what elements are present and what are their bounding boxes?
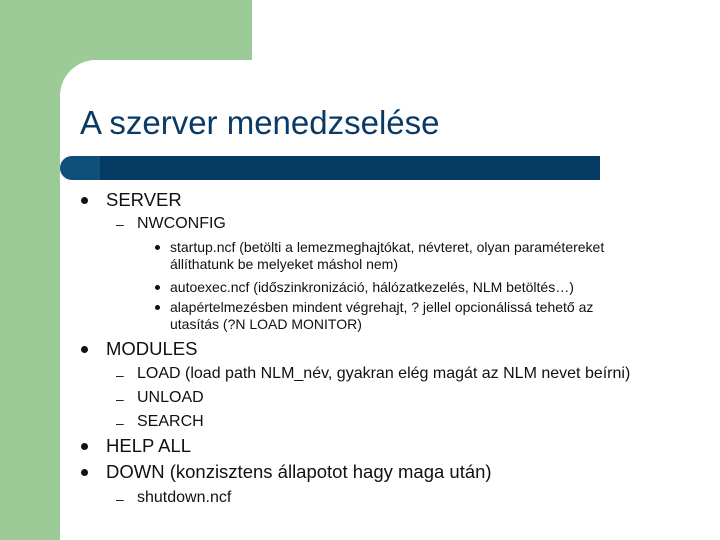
list-item-shutdown: shutdown.ncf xyxy=(137,489,232,506)
bullet-icon xyxy=(81,197,88,204)
list-item-default-line1: alapértelmezésben mindent végrehajt, ? jellel opcionálissá tehető az xyxy=(170,299,594,315)
bullet-icon xyxy=(155,285,160,290)
list-item-autoexec: autoexec.ncf (időszinkronizáció, hálózatkezelés, NLM betöltés…) xyxy=(170,279,574,295)
bullet-icon xyxy=(155,305,160,310)
list-item-modules: MODULES xyxy=(106,338,198,359)
list-item-search: SEARCH xyxy=(137,413,204,430)
list-item-default-line2: utasítás (?N LOAD MONITOR) xyxy=(170,316,362,332)
bullet-icon xyxy=(81,469,88,476)
list-item-startup-line1: startup.ncf (betölti a lemezmeghajtókat, névteret, olyan paramétereket xyxy=(170,239,605,255)
slide-title: A szerver menedzselése xyxy=(80,104,440,141)
list-item-startup-line2: állíthatunk be melyeket máshol nem) xyxy=(170,256,398,272)
dash-icon: – xyxy=(116,415,124,431)
list-item-help-all: HELP ALL xyxy=(106,435,192,456)
title-underline-bar xyxy=(62,156,600,180)
bullet-icon xyxy=(81,346,88,353)
list-item-unload: UNLOAD xyxy=(137,389,204,406)
bullet-icon xyxy=(155,245,160,250)
bullet-icon xyxy=(81,443,88,450)
dash-icon: – xyxy=(116,216,124,232)
list-item-down: DOWN (konzisztens állapotot hagy maga után) xyxy=(106,461,492,482)
list-item-server: SERVER xyxy=(106,189,182,210)
list-item-nwconfig: NWCONFIG xyxy=(137,215,226,232)
dash-icon: – xyxy=(116,391,124,407)
list-item-load: LOAD (load path NLM_név, gyakran elég magát az NLM nevet beírni) xyxy=(137,365,631,382)
dash-icon: – xyxy=(116,491,124,507)
dash-icon: – xyxy=(116,367,124,383)
